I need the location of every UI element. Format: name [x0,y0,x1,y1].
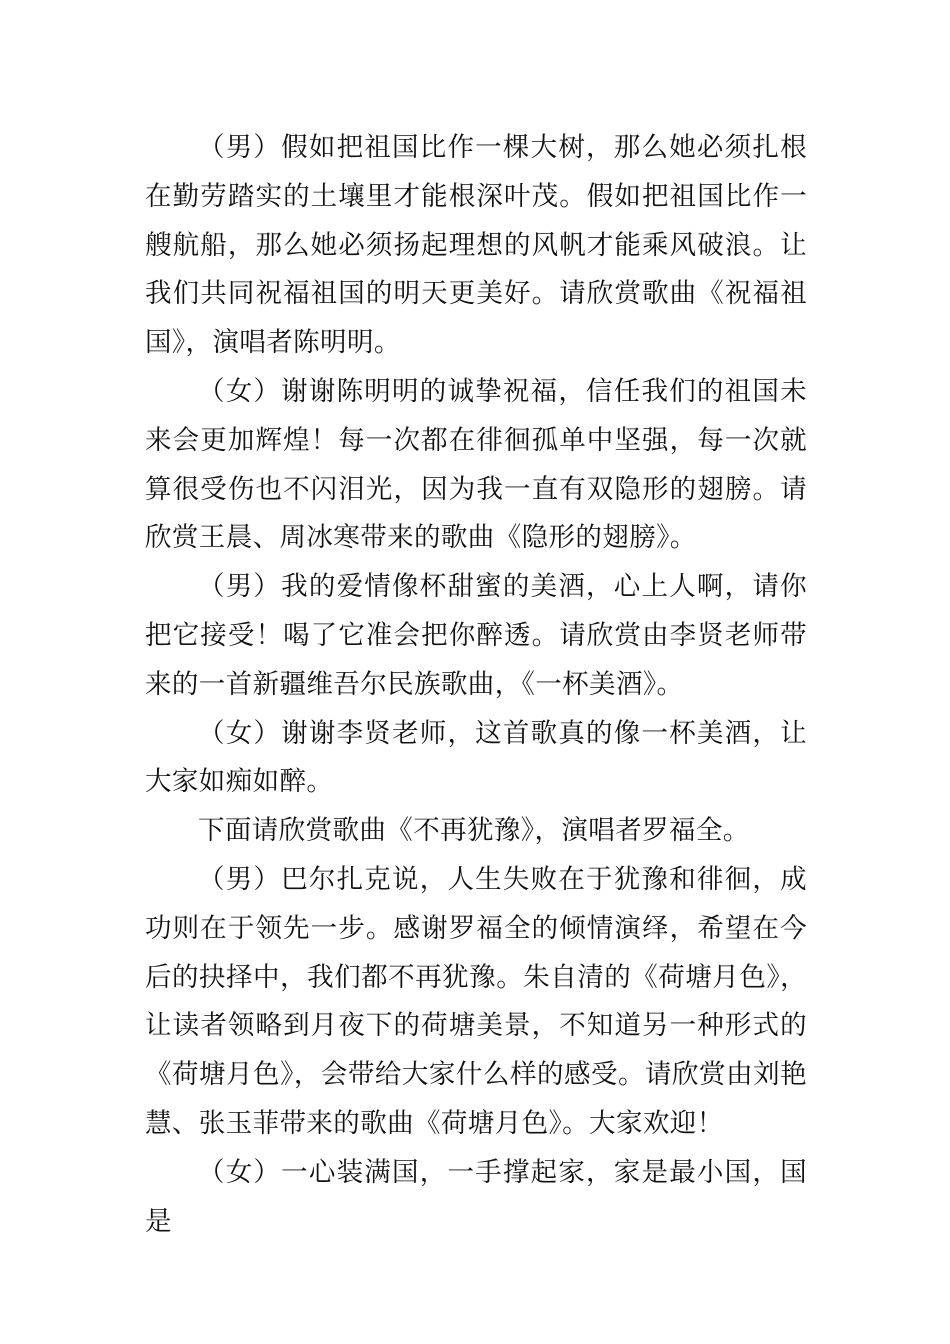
document-body [145,124,807,1246]
paragraph-song-intro: 下面请欣赏歌曲《不再犹豫》，演唱者罗福全。 [198,815,750,847]
paragraph-female-host-2: （女）谢谢李贤老师，这首歌真的像一杯美酒，让大家如痴如醉。 [145,717,807,798]
paragraph-male-host-3: （男）巴尔扎克说，人生失败在于犹豫和徘徊，成功则在于领先一步。感谢罗福全的倾情演绎，希望在今后的抉择中，我们都不再犹豫。朱自清的《荷塘月色》，让读者领略到月夜下的荷塘美景，不知道另一种形式的《荷塘月色》，会带给大家什么样的感受。请欣赏由刘艳慧、张玉菲带来的歌曲《荷塘月色》。大家欢迎！ [145,863,807,1139]
paragraph-male-host-1: （男）假如把祖国比作一棵大树，那么她必须扎根在勤劳踏实的土壤里才能根深叶茂。假如把祖国比作一艘航船，那么她必须扬起理想的风帆才能乘风破浪。让我们共同祝福祖国的明天更美好。请欣赏歌曲《祝福祖国》，演唱者陈明明。 [145,132,807,359]
paragraph-male-host-2: （男）我的爱情像杯甜蜜的美酒，心上人啊，请你把它接受！喝了它准会把你醉透。请欣赏由李贤老师带来的一首新疆维吾尔民族歌曲，《一杯美酒》。 [145,571,807,700]
paragraph-female-host-1: （女）谢谢陈明明的诚挚祝福，信任我们的祖国未来会更加辉煌！每一次都在徘徊孤单中坚强，每一次就算很受伤也不闪泪光，因为我一直有双隐形的翅膀。请欣赏王晨、周冰寒带来的歌曲《隐形的翅膀》。 [145,375,807,554]
paragraph-female-host-3: （女）一心装满国，一手撑起家，家是最小国，国是 [145,1156,807,1237]
